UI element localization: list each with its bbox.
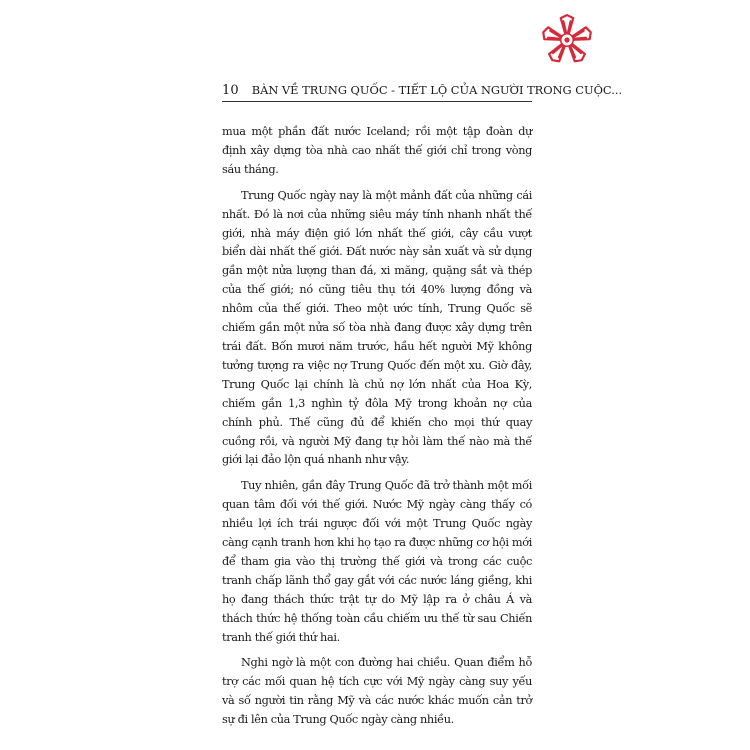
body-text (222, 123, 532, 730)
header-rule (222, 101, 532, 102)
page-number: 10 (222, 83, 239, 98)
running-header (222, 83, 623, 103)
paragraph-4: Nghi ngờ là một con đường hai chiều. Quan điểm hỗ trợ các mối quan hệ tích cực với Mỹ ngày càng suy yếu và số người tin rằng Mỹ và các nước khác muốn cản trở sự đi lên của Trung Quốc ngày càng nhiều. (222, 656, 532, 727)
paragraph-1: mua một phần đất nước Iceland; rồi một tập đoàn dự định xây dựng tòa nhà cao nhất thế giới chỉ trong vòng sáu tháng. (222, 125, 532, 176)
paragraph-3: Tuy nhiên, gần đây Trung Quốc đã trở thành một mối quan tâm đối với thế giới. Nước Mỹ ngày càng thấy có nhiều lợi ích trái ngược đối với một Trung Quốc ngày càng cạnh tranh hơn khi họ tạo ra được những cơ hội mới để tham gia vào thị trường thế giới và trong các cuộc tranh chấp lãnh thổ gay gắt với các nước láng giềng, khi họ đang thách thức trật tự do Mỹ lập ra ở châu Á và thách thức hệ thống toàn cầu chiếm ưu thế từ sau Chiến tranh thế giới thứ hai. (222, 479, 532, 644)
running-title: BÀN VỀ TRUNG QUỐC - TIẾT LỘ CỦA NGƯỜI TRONG CUỘC... (251, 83, 623, 97)
paragraph-2: Trung Quốc ngày nay là một mảnh đất của những cái nhất. Đó là nơi của những siêu máy tính nhanh nhất thế giới, nhà máy điện gió lớn nhất thế giới, cây cầu vượt biển dài nhất thế giới. Đất nước này sản xuất và sử dụng gần một nửa lượng than đá, xi măng, quặng sắt và thép của thế giới; nó cũng tiêu thụ tới 40% lượng đồng và nhôm của thế giới. Theo một ước tính, Trung Quốc sẽ chiếm gần một nửa số tòa nhà đang được xây dựng trên trái đất. Bốn mươi năm trước, hầu hết người Mỹ không tưởng tượng ra việc nợ Trung Quốc đến một xu. Giờ đây, Trung Quốc lại chính là chủ nợ lớn nhất của Hoa Kỳ, chiếm gần 1,3 nghìn tỷ đôla Mỹ trong khoản nợ của chính phủ. Thế cũng đủ để khiến cho mọi thứ quay cuồng rồi, và người Mỹ đang tự hỏi làm thế nào mà thế giới lại đảo lộn quá nhanh như vậy. (222, 188, 532, 467)
publisher-star-logo-icon (541, 14, 593, 66)
